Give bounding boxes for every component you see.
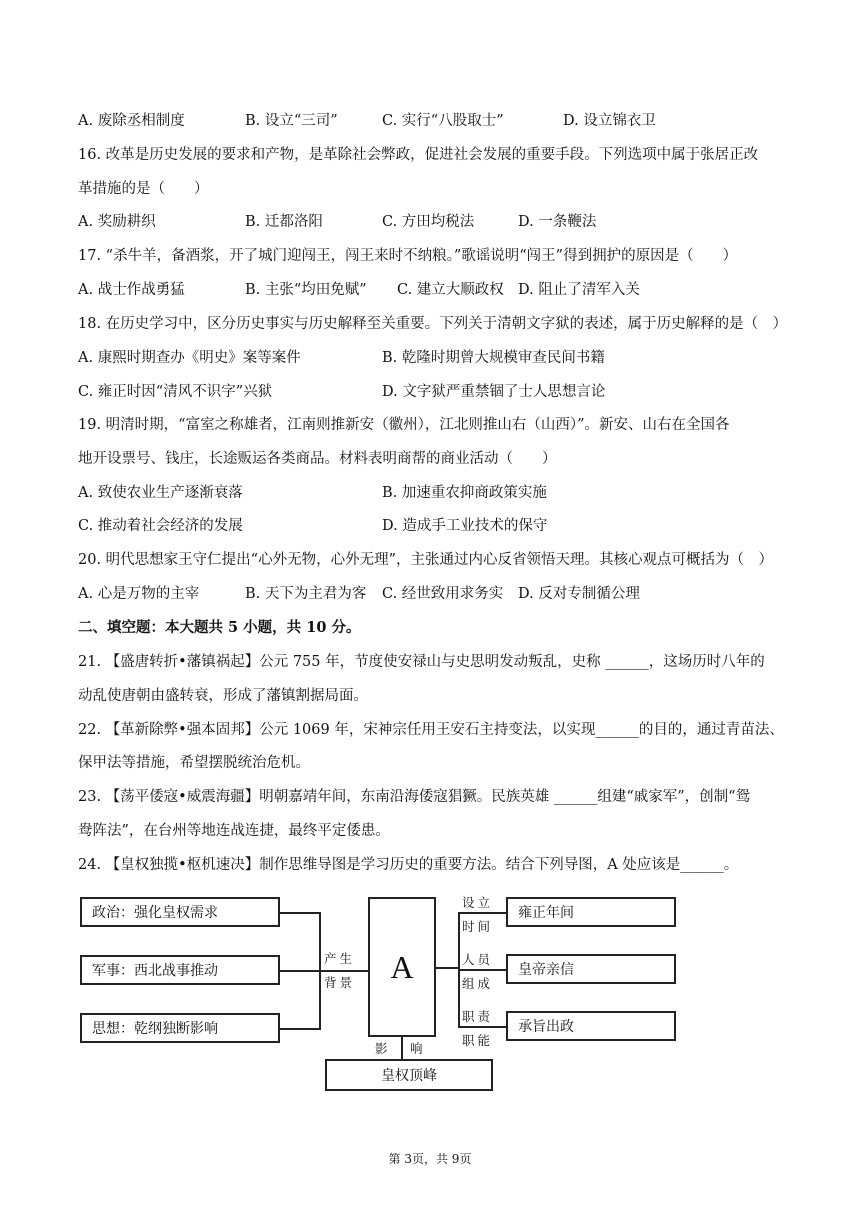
mindmap-right-box-time: 雍正年间 [506,897,676,927]
q16-stem-line2: 革措施的是（ ） [78,181,209,197]
q23-stem-line2: 鸯阵法”，在台州等地连战连捷，最终平定倭患。 [78,823,390,839]
q15-option-a: A. 废除丞相制度 [78,113,185,129]
q18-option-d: D. 文字狱严重禁锢了士人思想言论 [382,384,606,400]
q24-stem: 24. 【皇权独揽•枢机速决】制作思维导图是学习历史的重要方法。结合下列导图，A 处应该是______。 [78,857,739,873]
q18-option-b: B. 乾隆时期曾大规模审查民间书籍 [382,350,605,366]
q17-stem: 17. “杀牛羊，备酒浆，开了城门迎闯王，闯王来时不纳粮。”歌谣说明“闯王”得到拥护的原因是（ ） [78,248,738,264]
mindmap-right-box-duty: 承旨出政 [506,1011,676,1041]
q15-option-c: C. 实行“八股取士” [382,113,504,129]
q20-stem: 20. 明代思想家王守仁提出“心外无物，心外无理”，主张通过内心反省领悟天理。其核心观点可概括为（ ） [78,552,773,568]
q23-stem-line1: 23. 【荡平倭寇•威震海疆】明朝嘉靖年间，东南沿海倭寇猖獗。民族英雄 ______组建“戚家军”，创制“鸳 [78,789,751,805]
q20-option-c: C. 经世致用求务实 [382,586,504,602]
mindmap-left-box-ideology: 思想：乾纲独断影响 [80,1013,280,1043]
mindmap-label-effect-2: 响 [410,1041,426,1056]
mindmap-label-time-line1: 设立 [462,895,494,910]
q19-option-d: D. 造成手工业技术的保守 [382,518,548,534]
mind-map [70,885,790,1100]
q21-stem-line2: 动乱使唐朝由盛转衰，形成了藩镇割据局面。 [78,688,368,704]
mindmap-label-duty-line2: 职能 [462,1033,494,1048]
q15-option-d: D. 设立锦衣卫 [563,113,656,129]
q19-option-a: A. 致使农业生产逐渐衰落 [78,485,243,501]
mindmap-bottom-box: 皇权顶峰 [325,1059,493,1091]
mindmap-connector [280,970,320,972]
mindmap-left-box-military: 军事：西北战事推动 [80,955,280,985]
mindmap-label-background-line1: 产生 [324,951,356,966]
q16-option-c: C. 方田均税法 [382,214,475,230]
q16-stem-line1: 16. 改革是历史发展的要求和产物，是革除社会弊政，促进社会发展的重要手段。下列选项中属于张居正改 [78,147,759,163]
mindmap-connector [436,967,458,969]
mindmap-center-box: A [368,897,436,1037]
q15-option-b: B. 设立“三司” [245,113,338,129]
q17-option-d: D. 阻止了清军入关 [518,282,640,298]
mindmap-connector [280,912,320,914]
mindmap-connector [280,1028,320,1030]
q16-option-a: A. 奖励耕织 [78,214,156,230]
q19-stem-line2: 地开设票号、钱庄，长途贩运各类商品。材料表明商帮的商业活动（ ） [78,451,557,467]
q19-option-b: B. 加速重农抑商政策实施 [382,485,547,501]
mindmap-connector [401,1037,403,1059]
mindmap-left-box-politics: 政治：强化皇权需求 [80,897,280,927]
section-heading: 二、填空题：本大题共 5 小题，共 10 分。 [78,619,361,636]
q19-stem-line1: 19. 明清时期，“富室之称雄者，江南则推新安（徽州），江北则推山右（山西）”。新安、山右在全国各 [78,417,730,433]
q18-option-c: C. 雍正时因“清风不识字”兴狱 [78,384,273,400]
mindmap-label-time-line2: 时间 [462,919,494,934]
mindmap-connector [319,970,368,972]
q20-option-b: B. 天下为主君为客 [245,586,367,602]
mindmap-right-box-members: 皇帝亲信 [506,954,676,984]
mindmap-label-duty-line1: 职责 [462,1009,494,1024]
mindmap-label-effect-1: 影 [375,1041,391,1056]
q17-option-a: A. 战士作战勇猛 [78,282,185,298]
q16-option-b: B. 迁都洛阳 [245,214,323,230]
q16-option-d: D. 一条鞭法 [518,214,597,230]
q17-option-c: C. 建立大顺政权 [397,282,504,298]
mindmap-connector [458,969,506,971]
q18-option-a: A. 康熙时期查办《明史》案等案件 [78,350,301,366]
q22-stem-line1: 22. 【革新除弊•强本固邦】公元 1069 年，宋神宗任用王安石主持变法，以实现______的目的，通过青苗法、 [78,722,784,738]
q18-stem: 18. 在历史学习中，区分历史事实与历史解释至关重要。下列关于清朝文字狱的表述，属于历史解释的是（ ） [78,316,788,332]
q20-option-a: A. 心是万物的主宰 [78,586,200,602]
mindmap-connector [458,912,506,914]
page-number-footer: 第 3页，共 9页 [388,1152,472,1166]
q17-option-b: B. 主张“均田免赋” [245,282,367,298]
mindmap-label-background-line2: 背景 [324,975,356,990]
mindmap-connector [458,1026,506,1028]
mindmap-label-members-line1: 人员 [462,952,494,967]
q20-option-d: D. 反对专制循公理 [518,586,640,602]
mindmap-label-members-line2: 组成 [462,976,494,991]
q22-stem-line2: 保甲法等措施，希望摆脱统治危机。 [78,755,310,771]
q19-option-c: C. 推动着社会经济的发展 [78,518,243,534]
q21-stem-line1: 21. 【盛唐转折•藩镇祸起】公元 755 年，节度使安禄山与史思明发动叛乱，史称 ______，这场历时八年的 [78,654,765,670]
